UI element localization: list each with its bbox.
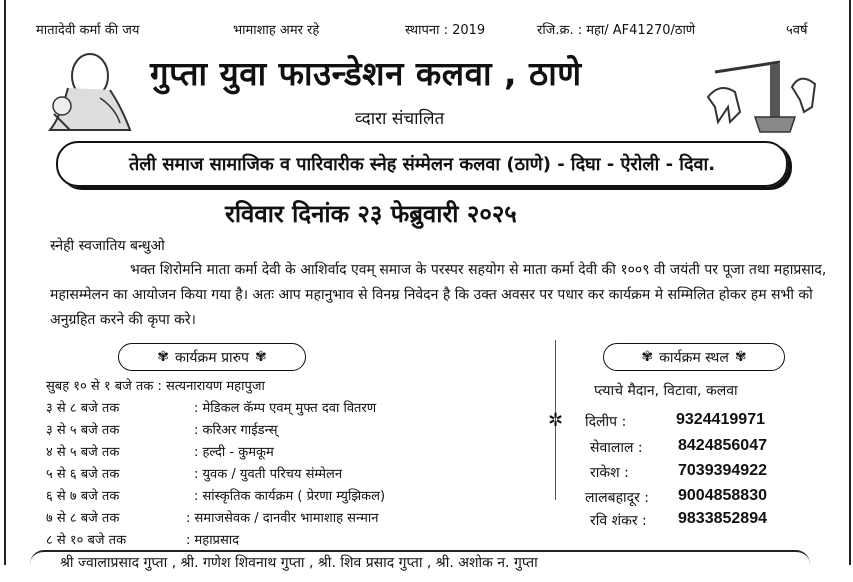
schedule-heading-box	[118, 343, 306, 371]
contact-phone: 7039394922	[678, 462, 767, 479]
schedule-event: : युवक / युवती परिचय संम्मेलन	[194, 467, 343, 482]
schedule-time: ४ से ५ बजे तक	[46, 445, 120, 460]
invitation-text: भक्त शिरोमनि माता कर्मा देवी के आशिर्वाद एवम् समाज के परस्पर सहयोग से माता कर्मा देवी की १००९ वी जयंती पर पूजा तथा महाप्रसाद, महासम्मेलन का आयोजन किया गया है। अतः आप महानुभाव से विनम्र निवेदन है कि उक्त अवसर पर पधार कर कार्यक्रम मे सम्मिलित होकर हम सभी को अनुग्रहित करने की कृपा करे।	[50, 262, 827, 328]
schedule-event: : महाप्रसाद	[186, 533, 240, 548]
schedule-time: ६ से ७ बजे तक	[46, 489, 120, 504]
schedule-time: सुबह १० से १ बजे तक	[46, 379, 154, 394]
event-banner-text: तेली समाज सामाजिक व पारिवारीक स्नेह संम्मेलन कलवा (ठाणे) - दिघा - ऐरोली - दिवा.	[128, 154, 716, 175]
footer-names: श्री ज्वालाप्रसाद गुप्ता , श्री. गणेश शिवनाथ गुप्ता , श्री. शिव प्रसाद गुप्ता , श्री. अशोक न. गुप्ता	[60, 555, 538, 571]
oil-press-illustration	[700, 52, 820, 137]
contact-name: लालबहादूर :	[585, 490, 649, 506]
contact-phone: 9324419971	[676, 411, 765, 428]
contact-name: राकेश :	[590, 465, 629, 481]
schedule-event: : समाजसेवक / दानवीर भामाशाह सन्मान	[186, 511, 379, 526]
venue-heading: कार्यक्रम स्थल	[659, 349, 729, 366]
years-badge: ५वर्ष	[786, 23, 808, 38]
page-title: गुप्ता युवा फाउन्डेशन कलवा , ठाणे	[150, 54, 582, 93]
venue-heading-box	[603, 343, 785, 371]
contact-name: दिलीप :	[585, 414, 627, 430]
flower-icon: ✾	[641, 349, 654, 365]
flower-icon: ✾	[157, 349, 169, 365]
event-banner	[56, 141, 788, 187]
managed-by: व्दारा संचालित	[355, 109, 445, 129]
established-year: स्थापना : 2019	[405, 23, 486, 38]
schedule-event: : सांस्कृतिक कार्यक्रम ( प्रेरणा म्युझिकल)	[194, 489, 386, 504]
greeting: स्नेही स्वजातिय बन्धुओ	[50, 238, 165, 254]
flower-icon: ✾	[255, 349, 267, 365]
flower-icon: ✾	[734, 349, 747, 365]
schedule-time: ३ से ८ बजे तक	[46, 401, 120, 416]
venue-address: प्त्याचे मैदान, विटावा, कलवा	[594, 383, 738, 399]
contact-name: सेवालाल :	[590, 440, 643, 456]
contact-phone: 8424856047	[678, 437, 767, 454]
schedule-event: : करिअर गाईडन्स्	[194, 423, 278, 438]
event-date: रविवार दिनांक २३ फेब्रुवारी २०२५	[225, 200, 517, 228]
schedule-heading: कार्यक्रम प्रारुप	[175, 349, 249, 366]
goddess-illustration	[40, 48, 136, 134]
schedule-time: ३ से ५ बजे तक	[46, 423, 120, 438]
schedule-event: : हल्दी - कुमकूम	[194, 445, 274, 460]
schedule-event: : सत्यनारायण महापुजा	[157, 379, 265, 394]
registration-number: रजि.क्र. : महा/ AF41270/ठाणे	[537, 23, 696, 38]
schedule-event: : मेडिकल कॅम्प एवम् मुफ्त दवा वितरण	[194, 401, 377, 416]
contact-phone: 9004858830	[678, 487, 767, 504]
slogan-karma: मातादेवी कर्मा की जय	[36, 23, 140, 38]
schedule-time: ७ से ८ बजे तक	[46, 511, 120, 526]
schedule-time: ५ से ६ बजे तक	[46, 467, 120, 482]
sparkle-icon: ✲	[548, 410, 564, 431]
slogan-bhamashah: भामाशाह अमर रहे	[233, 23, 320, 38]
contact-phone: 9833852894	[678, 510, 767, 527]
contact-name: रवि शंकर :	[590, 513, 647, 529]
schedule-time: ८ से १० बजे तक	[46, 533, 127, 548]
invitation-paragraph	[50, 258, 840, 333]
